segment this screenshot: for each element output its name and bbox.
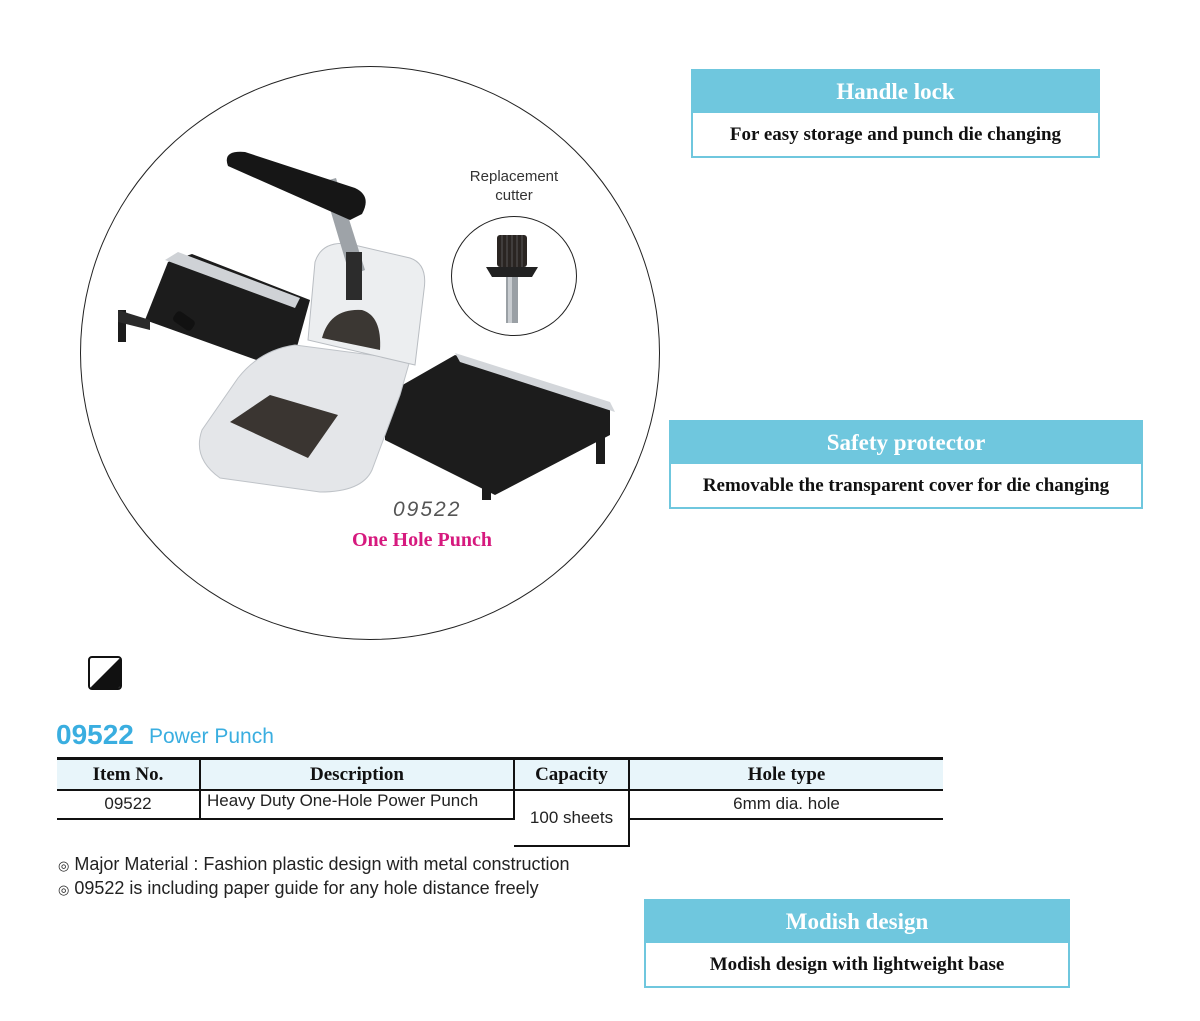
header-capacity: Capacity (514, 759, 629, 791)
section-code: 09522 (56, 719, 134, 750)
header-item-no: Item No. (57, 759, 200, 791)
table-row (57, 790, 943, 819)
header-hole-type: Hole type (629, 759, 943, 791)
table-header-row (57, 759, 943, 791)
cell-description: Heavy Duty One-Hole Power Punch (200, 790, 514, 819)
header-description: Description (200, 759, 514, 791)
right-paper-tray (385, 355, 610, 495)
feature-text: Removable the transparent cover for die changing (702, 475, 1110, 496)
color-swatch (88, 656, 122, 690)
cell-hole-type: 6mm dia. hole (629, 790, 943, 819)
feature-safety-protector (669, 420, 1143, 509)
punch-handle (227, 152, 366, 220)
note-material (58, 854, 570, 875)
cutter-label-line2: cutter (495, 187, 533, 204)
feature-heading: Handle lock (693, 71, 1098, 113)
cell-item-no: 09522 (57, 790, 200, 819)
cell-capacity: 100 sheets (514, 790, 629, 846)
feature-text: Modish design with lightweight base (709, 954, 1005, 975)
spec-table (57, 757, 943, 847)
cutter-label-line1: Replacement (469, 168, 559, 185)
note-text: 09522 is including paper guide for any hole distance freely (74, 878, 539, 898)
note-text: Major Material : Fashion plastic design with metal construction (74, 854, 570, 874)
bullet-icon: ◎ (58, 882, 70, 897)
feature-handle-lock (691, 69, 1100, 158)
right-tray-foot (482, 462, 491, 500)
feature-heading: Modish design (646, 901, 1068, 943)
note-paper-guide (58, 878, 539, 899)
black-white-swatch-icon (90, 658, 120, 688)
section-title: Power Punch (149, 725, 274, 748)
model-name: One Hole Punch (352, 529, 493, 551)
replacement-cutter-circle (451, 216, 577, 336)
model-number: 09522 (393, 498, 462, 521)
feature-modish-design (644, 899, 1070, 988)
replacement-cutter-icon (452, 217, 576, 335)
bullet-icon: ◎ (58, 858, 70, 873)
replacement-cutter-label (452, 167, 576, 205)
feature-text: For easy storage and punch die changing (729, 124, 1062, 145)
feature-heading: Safety protector (671, 422, 1141, 464)
